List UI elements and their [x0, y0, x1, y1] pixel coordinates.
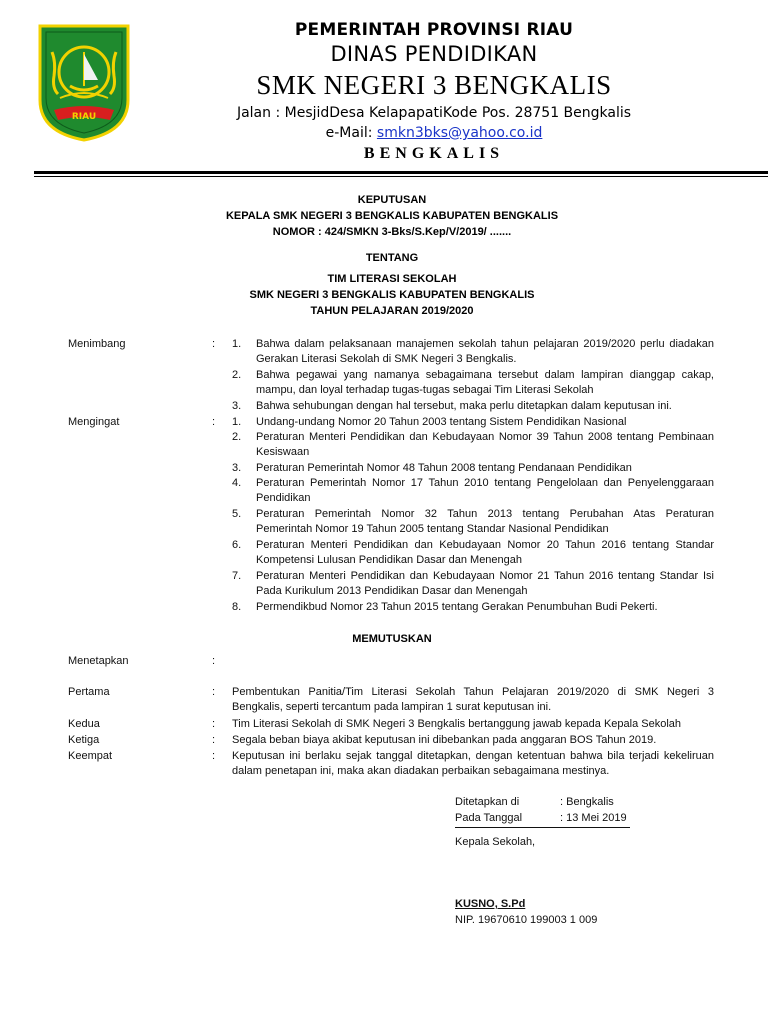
- item-number: 2.: [232, 369, 242, 381]
- doc-subject-year: TAHUN PELAJARAN 2019/2020: [310, 305, 474, 317]
- colon: :: [212, 655, 216, 667]
- signature-date-row: [455, 812, 630, 828]
- header-email-line: [140, 125, 728, 141]
- list-item: Peraturan Pemerintah Nomor 32 Tahun 2013 tentang Perubahan Atas Peraturan: [256, 508, 714, 520]
- colon: :: [212, 718, 216, 730]
- section-heading-memutuskan: MEMUTUSKAN: [352, 633, 432, 645]
- signature-nip: NIP. 19670610 199003 1 009: [455, 914, 598, 926]
- list-item: Peraturan Pemerintah Nomor 17 Tahun 2010 tentang Pengelolaan dan Penyelenggaraan: [256, 477, 714, 489]
- signature-name: KUSNO, S.Pd: [455, 898, 526, 910]
- email-label: e-Mail:: [325, 125, 377, 141]
- colon: :: [212, 338, 216, 350]
- header-divider-thin: [34, 176, 768, 177]
- item-number: 4.: [232, 477, 242, 489]
- signature-date-value: : 13 Mei 2019: [560, 812, 627, 824]
- decision-text: Segala beban biaya akibat keputusan ini dibebankan pada anggaran BOS Tahun 2019.: [232, 734, 657, 746]
- list-item: Kesiswaan: [256, 446, 310, 458]
- item-number: 3.: [232, 462, 242, 474]
- decision-text: Bengkalis, seperti tercantum pada lampiran 1 surat keputusan ini.: [232, 701, 552, 713]
- label-kedua: Kedua: [68, 718, 100, 730]
- list-item: Permendikbud Nomor 23 Tahun 2015 tentang Gerakan Penumbuhan Budi Pekerti.: [256, 601, 658, 613]
- item-number: 1.: [232, 338, 242, 350]
- decision-text: dalam penetapan ini, maka akan diadakan perbaikan sebagaimana mestinya.: [232, 765, 610, 777]
- colon: :: [212, 686, 216, 698]
- colon: :: [212, 750, 216, 762]
- signature-date-label: Pada Tanggal: [455, 812, 523, 824]
- signature-place-value: : Bengkalis: [560, 796, 614, 808]
- decision-text: Tim Literasi Sekolah di SMK Negeri 3 Bengkalis bertanggung jawab kepada Kepala Sekolah: [232, 718, 682, 730]
- signature-place-label: Ditetapkan di: [455, 796, 520, 808]
- list-item: Peraturan Menteri Pendidikan dan Kebudayaan Nomor 20 Tahun 2016 tentang Standar: [256, 539, 714, 551]
- header-divider-thick: [34, 171, 768, 174]
- list-item: Peraturan Menteri Pendidikan dan Kebudayaan Nomor 39 Tahun 2008 tentang Pembinaan: [256, 431, 714, 443]
- item-number: 7.: [232, 570, 242, 582]
- item-number: 3.: [232, 400, 242, 412]
- email-link[interactable]: smkn3bks@yahoo.co.id: [376, 125, 543, 141]
- list-item: Peraturan Menteri Pendidikan dan Kebudayaan Nomor 21 Tahun 2016 tentang Standar Isi: [256, 570, 714, 582]
- colon: :: [212, 416, 216, 428]
- list-item: Bahwa pegawai yang namanya sebagaimana tersebut dalam lampiran dianggap cakap,: [256, 369, 714, 381]
- decision-text: Pembentukan Panitia/Tim Literasi Sekolah Tahun Pelajaran 2019/2020 di SMK Negeri 3: [232, 686, 714, 698]
- list-item: Undang-undang Nomor 20 Tahun 2003 tentang Sistem Pendidikan Nasional: [256, 416, 627, 428]
- list-item: Pendidikan: [256, 492, 311, 504]
- decision-text: Keputusan ini berlaku sejak tanggal ditetapkan, dengan ketentuan bahwa bila terjadi kekeliruan: [232, 750, 714, 762]
- item-number: 6.: [232, 539, 242, 551]
- label-ketiga: Ketiga: [68, 734, 100, 746]
- colon: :: [212, 734, 216, 746]
- item-number: 8.: [232, 601, 242, 613]
- label-menetapkan: Menetapkan: [68, 655, 129, 667]
- section-label-mengingat: Mengingat: [68, 416, 120, 428]
- list-item: Peraturan Pemerintah Nomor 48 Tahun 2008 tentang Pendanaan Pendidikan: [256, 462, 632, 474]
- item-number: 1.: [232, 416, 242, 428]
- header-city: BENGKALIS: [363, 145, 505, 162]
- list-item: Bahwa dalam pelaksanaan manajemen sekolah tahun pelajaran 2019/2020 perlu diadakan: [256, 338, 714, 350]
- section-label-menimbang: Menimbang: [68, 338, 126, 350]
- doc-number: NOMOR : 424/SMKN 3-Bks/S.Kep/V/2019/ .......: [272, 226, 512, 238]
- header-government: PEMERINTAH PROVINSI RIAU: [294, 20, 574, 40]
- list-item: Pemerintah Nomor 19 Tahun 2005 tentang Standar Nasional Pendidikan: [256, 523, 609, 535]
- list-item: Bahwa sehubungan dengan hal tersebut, maka perlu ditetapkan dalam keputusan ini.: [256, 400, 672, 412]
- list-item: mampu, dan loyal terhadap tugas-tugas sebagai Tim Literasi Sekolah: [256, 384, 594, 396]
- doc-subject-school: SMK NEGERI 3 BENGKALIS KABUPATEN BENGKALIS: [249, 289, 535, 301]
- logo-text: RIAU: [71, 112, 97, 122]
- header-department: DINAS PENDIDIKAN: [330, 42, 538, 66]
- item-number: 2.: [232, 431, 242, 443]
- header-school-name: SMK NEGERI 3 BENGKALIS: [256, 70, 612, 100]
- label-keempat: Keempat: [68, 750, 113, 762]
- list-item: Pada Kurikulum 2013 Pendidikan Dasar dan Menengah: [256, 585, 528, 597]
- list-item: Gerakan Literasi Sekolah di SMK Negeri 3 Bengkalis.: [256, 353, 517, 365]
- header-address: Jalan : MesjidDesa KelapapatiKode Pos. 28751 Bengkalis: [236, 105, 632, 121]
- doc-title-issuer: KEPALA SMK NEGERI 3 BENGKALIS KABUPATEN BENGKALIS: [225, 210, 559, 222]
- doc-title-keputusan: KEPUTUSAN: [357, 194, 427, 206]
- doc-subject: TIM LITERASI SEKOLAH: [327, 273, 457, 285]
- item-number: 5.: [232, 508, 242, 520]
- label-pertama: Pertama: [68, 686, 110, 698]
- signature-role: Kepala Sekolah,: [455, 836, 536, 848]
- list-item: Kompetensi Lulusan Pendidikan Dasar dan Menengah: [256, 554, 523, 566]
- riau-province-logo: [36, 22, 132, 142]
- doc-title-tentang: TENTANG: [365, 252, 419, 264]
